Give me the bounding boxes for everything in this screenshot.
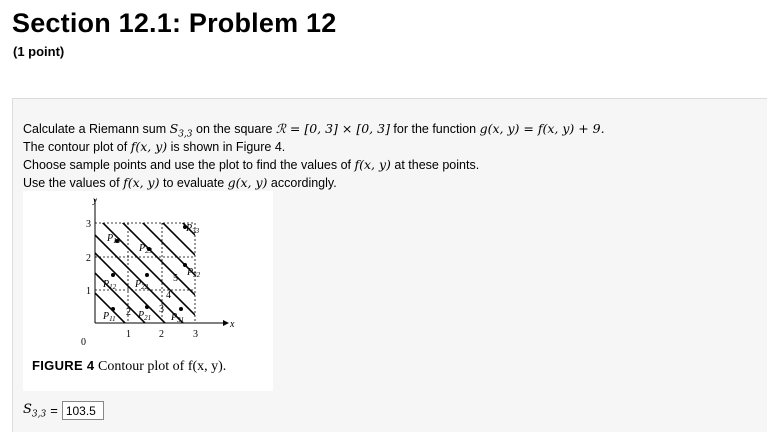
riemann-sum-symbol: $S_{3,3}$ (169, 121, 193, 140)
answer-label: $S_{3,3}$ (23, 401, 47, 420)
sample-point (145, 273, 149, 277)
tick-labels (81, 195, 235, 348)
y-axis-label: y (93, 195, 97, 205)
point-label: $P_{33}$ (186, 223, 200, 235)
point-label: $P_{23}$ (139, 243, 153, 255)
problem-line-2 (23, 139, 285, 154)
text-segment: Use the values of (23, 176, 124, 190)
points-label: (1 point) (13, 44, 65, 59)
text-segment: Calculate a Riemann sum (23, 122, 170, 136)
region-expression: ℛ = [0, 3] × [0, 3] (275, 121, 390, 136)
point-label: $P_{31}$ (171, 312, 185, 324)
function-expression: f(x, y) (123, 175, 160, 190)
sample-point (111, 307, 115, 311)
text-segment: is shown in Figure 4. (167, 140, 286, 154)
function-expression: g(x, y) (227, 175, 268, 190)
text-segment: to evaluate (159, 176, 228, 190)
figure-caption-text: Contour plot of f(x, y). (97, 359, 227, 374)
page-title: Section 12.1: Problem 12 (12, 8, 337, 38)
text-segment: The contour plot of (23, 140, 131, 154)
sample-point (145, 305, 149, 309)
problem-line-4 (23, 175, 337, 190)
x-tick-label: 0 (81, 337, 86, 348)
point-label: $P_{22}$ (135, 279, 149, 291)
y-tick-label: 2 (86, 253, 91, 264)
x-axis-arrow-icon (223, 320, 229, 326)
contour-label: 3 (159, 304, 164, 315)
function-expression: f(x, y) (130, 139, 168, 154)
text-segment: accordingly. (267, 176, 337, 190)
text-segment: on the square (192, 122, 276, 136)
text-segment: Choose sample points and use the plot to find the values of (23, 158, 355, 172)
point-label: $P_{32}$ (187, 267, 201, 279)
point-label: $P_{13}$ (107, 233, 121, 245)
sample-point (179, 307, 183, 311)
x-axis-label: x (230, 319, 235, 330)
y-tick-label: 1 (86, 286, 91, 297)
y-tick-label: 3 (86, 219, 91, 230)
contour-plot-svg (23, 191, 273, 351)
figure-caption (32, 358, 226, 375)
point-label: $P_{11}$ (103, 311, 116, 323)
answer-input[interactable]: 103.5 (62, 401, 104, 420)
contour-label: 4 (166, 290, 171, 301)
point-label: $P_{12}$ (103, 279, 117, 291)
function-expression: g(x, y) = f(x, y) + 9. (479, 121, 605, 136)
problem-line-3 (23, 157, 479, 172)
answer-row (23, 401, 104, 420)
problem-line-1 (23, 121, 605, 140)
point-label: $P_{21}$ (138, 310, 152, 322)
problem-panel (12, 98, 767, 432)
x-tick-label: 3 (193, 329, 198, 340)
x-tick-label: 1 (126, 329, 131, 340)
contour-label: 5 (173, 273, 178, 284)
equals-sign: = (50, 403, 58, 418)
figure-caption-label: FIGURE 4 (32, 358, 95, 373)
contour-label: 2 (126, 307, 131, 318)
sample-point (111, 273, 115, 277)
text-segment: for the function (389, 122, 480, 136)
x-tick-label: 2 (159, 329, 164, 340)
text-segment: at these points. (390, 158, 480, 172)
function-expression: f(x, y) (354, 157, 391, 172)
